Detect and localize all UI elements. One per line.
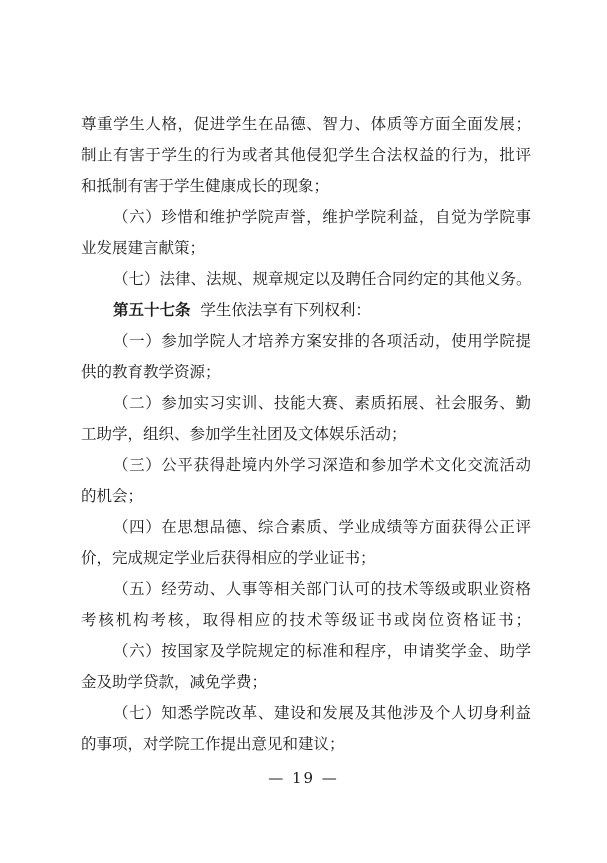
article-heading: 第五十七条 xyxy=(113,301,191,319)
text-line: 金及助学贷款，减免学费； xyxy=(81,673,268,691)
text-line: （七）法律、法规、规章规定以及聘任合同约定的其他义务。 xyxy=(113,270,532,288)
text-line: 供的教育教学资源； xyxy=(81,363,221,381)
text-line: （五）经劳动、人事等相关部门认可的技术等级或职业资格 xyxy=(113,580,531,598)
article-line xyxy=(113,295,531,325)
text-line: （二）参加实习实训、技能大赛、素质拓展、社会服务、勤 xyxy=(113,394,531,412)
text-line: 尊重学生人格，促进学生在品德、智力、体质等方面全面发展； xyxy=(81,115,531,133)
text-line: （六）按国家及学院规定的标准和程序，申请奖学金、助学 xyxy=(113,642,531,660)
text-line: 和抵制有害于学生健康成长的现象； xyxy=(81,177,330,195)
text-line: （六）珍惜和维护学院声誉，维护学院利益，自觉为学院事 xyxy=(113,208,531,226)
text-line: 的事项，对学院工作提出意见和建议； xyxy=(81,735,345,753)
text-line: （三）公平获得赴境内外学习深造和参加学术文化交流活动 xyxy=(113,456,531,474)
text-line: （七）知悉学院改革、建设和发展及其他涉及个人切身利益 xyxy=(113,704,531,722)
text-line: （一）参加学院人才培养方案安排的各项活动，使用学院提 xyxy=(113,332,531,350)
page-number: — 19 — xyxy=(268,769,339,787)
text-line: 的机会； xyxy=(81,487,144,505)
text-line: 考核机构考核，取得相应的技术等级证书或岗位资格证书； xyxy=(81,611,531,629)
text-line: 制止有害于学生的行为或者其他侵犯学生合法权益的行为，批评 xyxy=(81,146,531,164)
text-line: （四）在思想品德、综合素质、学业成绩等方面获得公正评 xyxy=(113,518,531,536)
article-text: 学生依法享有下列权利： xyxy=(200,301,371,319)
text-line: 工助学，组织、参加学生社团及文体娱乐活动； xyxy=(81,425,407,443)
text-line: 业发展建言献策； xyxy=(81,239,206,257)
text-line: 价，完成规定学业后获得相应的学业证书； xyxy=(81,549,376,567)
